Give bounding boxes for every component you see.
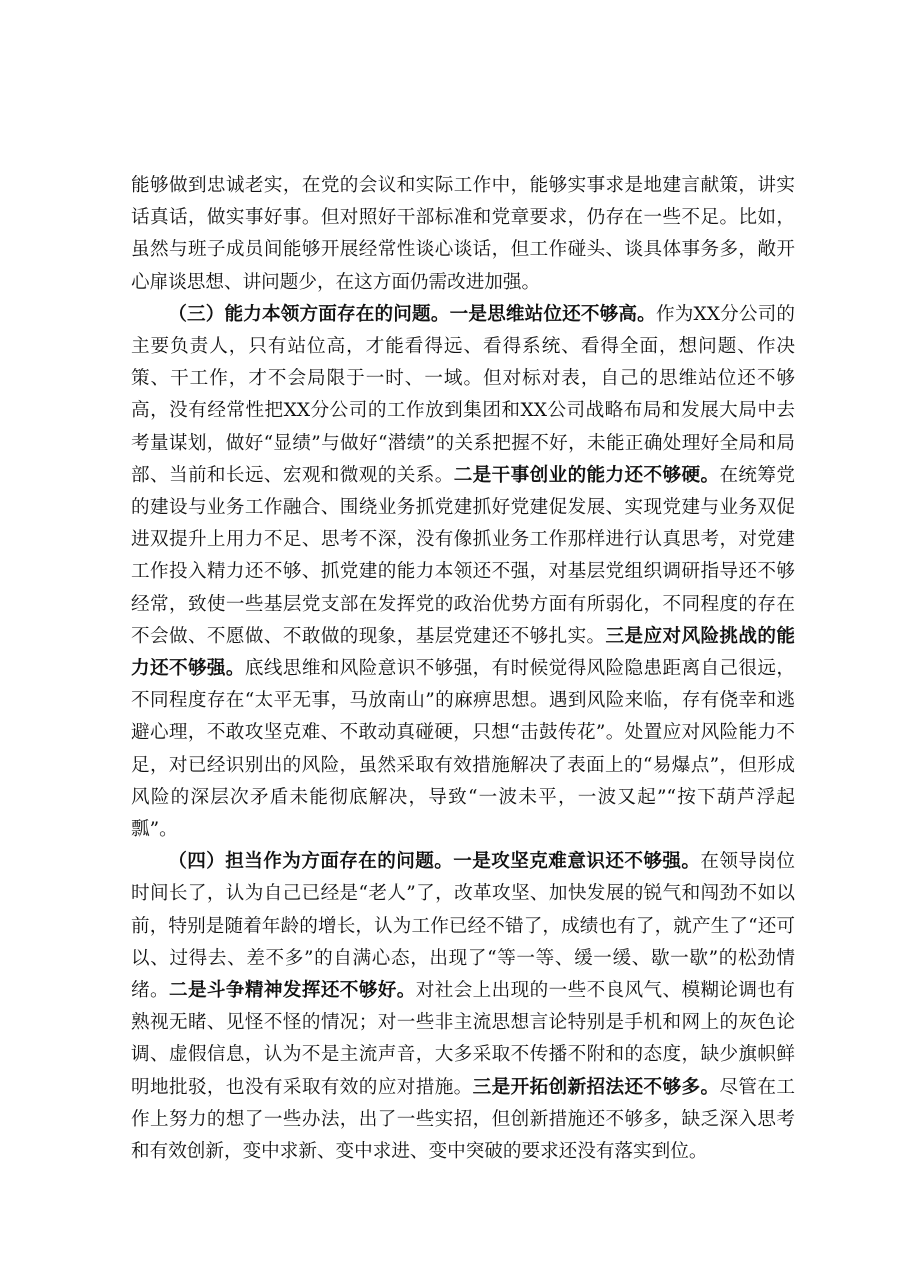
point-heading-6: 三是开拓创新招法还不够多。 [472, 1076, 720, 1098]
paragraph-responsibility [131, 846, 795, 1168]
point-heading-4: 一是攻坚克难意识还不够强。 [453, 851, 701, 873]
point-text-3: 底线思维和风险意识不够强，有时候觉得风险隐患距离自己很远，不同程度存在“太平无事，马放南山”的麻痹思想。遇到风险来临，存有侥幸和逃避心理，不敢攻坚克难、不敢动真碰硬，只想“击鼓传花”。处置应对风险能力不足，对已经识别出的风险，虽然采取有效措施解决了表面上的“易爆点”，但形成风险的深层次矛盾未能彻底解决，导致“一波未平，一波又起”“按下葫芦浮起瓢”。 [131, 658, 795, 841]
point-heading-5: 二是斗争精神发挥还不够好。 [168, 980, 416, 1002]
section-heading-ability: （三）能力本领方面存在的问题。 [168, 303, 450, 325]
document-page [131, 170, 795, 1168]
point-text-5: 对社会上出现的一些不良风气、模糊论调也有熟视无睹、见怪不怪的情况；对一些非主流思想言论特别是手机和网上的灰色论调、虚假信息，认为不是主流声音，大多采取不传播不附和的态度，缺少旗帜鲜明地批驳，也没有采取有效的应对措施。 [131, 980, 795, 1098]
point-text-1: 作为XX分公司的主要负责人，只有站位高，才能看得远、看得系统、看得全面，想问题、作决策、干工作，才不会局限于一时、一域。但对标对表，自己的思维站位还不够高，没有经常性把XX分公司的工作放到集团和XX公司战略布局和发展大局中去考量谋划，做好“显绩”与做好“潜绩”的关系把握不好，未能正确处理好全局和局部、当前和长远、宏观和微观的关系。 [131, 303, 795, 486]
paragraph-1-text: 能够做到忠诚老实，在党的会议和实际工作中，能够实事求是地建言献策，讲实话真话，做实事好事。但对照好干部标准和党章要求，仍存在一些不足。比如，虽然与班子成员间能够开展经常性谈心谈话，但工作碰头、谈具体事务多，敞开心扉谈思想、讲问题少，在这方面仍需改进加强。 [131, 175, 795, 293]
section-heading-responsibility: （四）担当作为方面存在的问题。 [168, 851, 454, 873]
point-text-6: 尽管在工作上努力的想了一些办法，出了一些实招，但创新措施还不够多，缺乏深入思考和有效创新，变中求新、变中求进、变中突破的要求还没有落实到位。 [131, 1076, 795, 1163]
paragraph-1 [131, 170, 795, 299]
point-heading-3: 三是应对风险挑战的能力还不够强。 [131, 625, 795, 680]
point-text-2: 在统筹党的建设与业务工作融合、围绕业务抓党建抓好党建促发展、实现党建与业务双促进双提升上用力不足、思考不深，没有像抓业务工作那样进行认真思考，对党建工作投入精力还不够、抓党建的能力本领还不强，对基层党组织调研指导还不够经常，致使一些基层党支部在发挥党的政治优势方面有所弱化，不同程度的存在不会做、不愿做、不敢做的现象，基层党建还不够扎实。 [131, 464, 795, 647]
point-text-4: 在领导岗位时间长了，认为自己已经是“老人”了，改革攻坚、加快发展的锐气和闯劲不如以前，特别是随着年龄的增长，认为工作已经不错了，成绩也有了，就产生了“还可以、过得去、差不多”的自满心态，出现了“等一等、缓一缓、歇一歇”的松劲情绪。 [131, 851, 795, 1002]
point-heading-1: 一是思维站位还不够高。 [449, 303, 656, 325]
point-heading-2: 二是干事创业的能力还不够硬。 [453, 464, 720, 486]
paragraph-ability [131, 299, 795, 846]
